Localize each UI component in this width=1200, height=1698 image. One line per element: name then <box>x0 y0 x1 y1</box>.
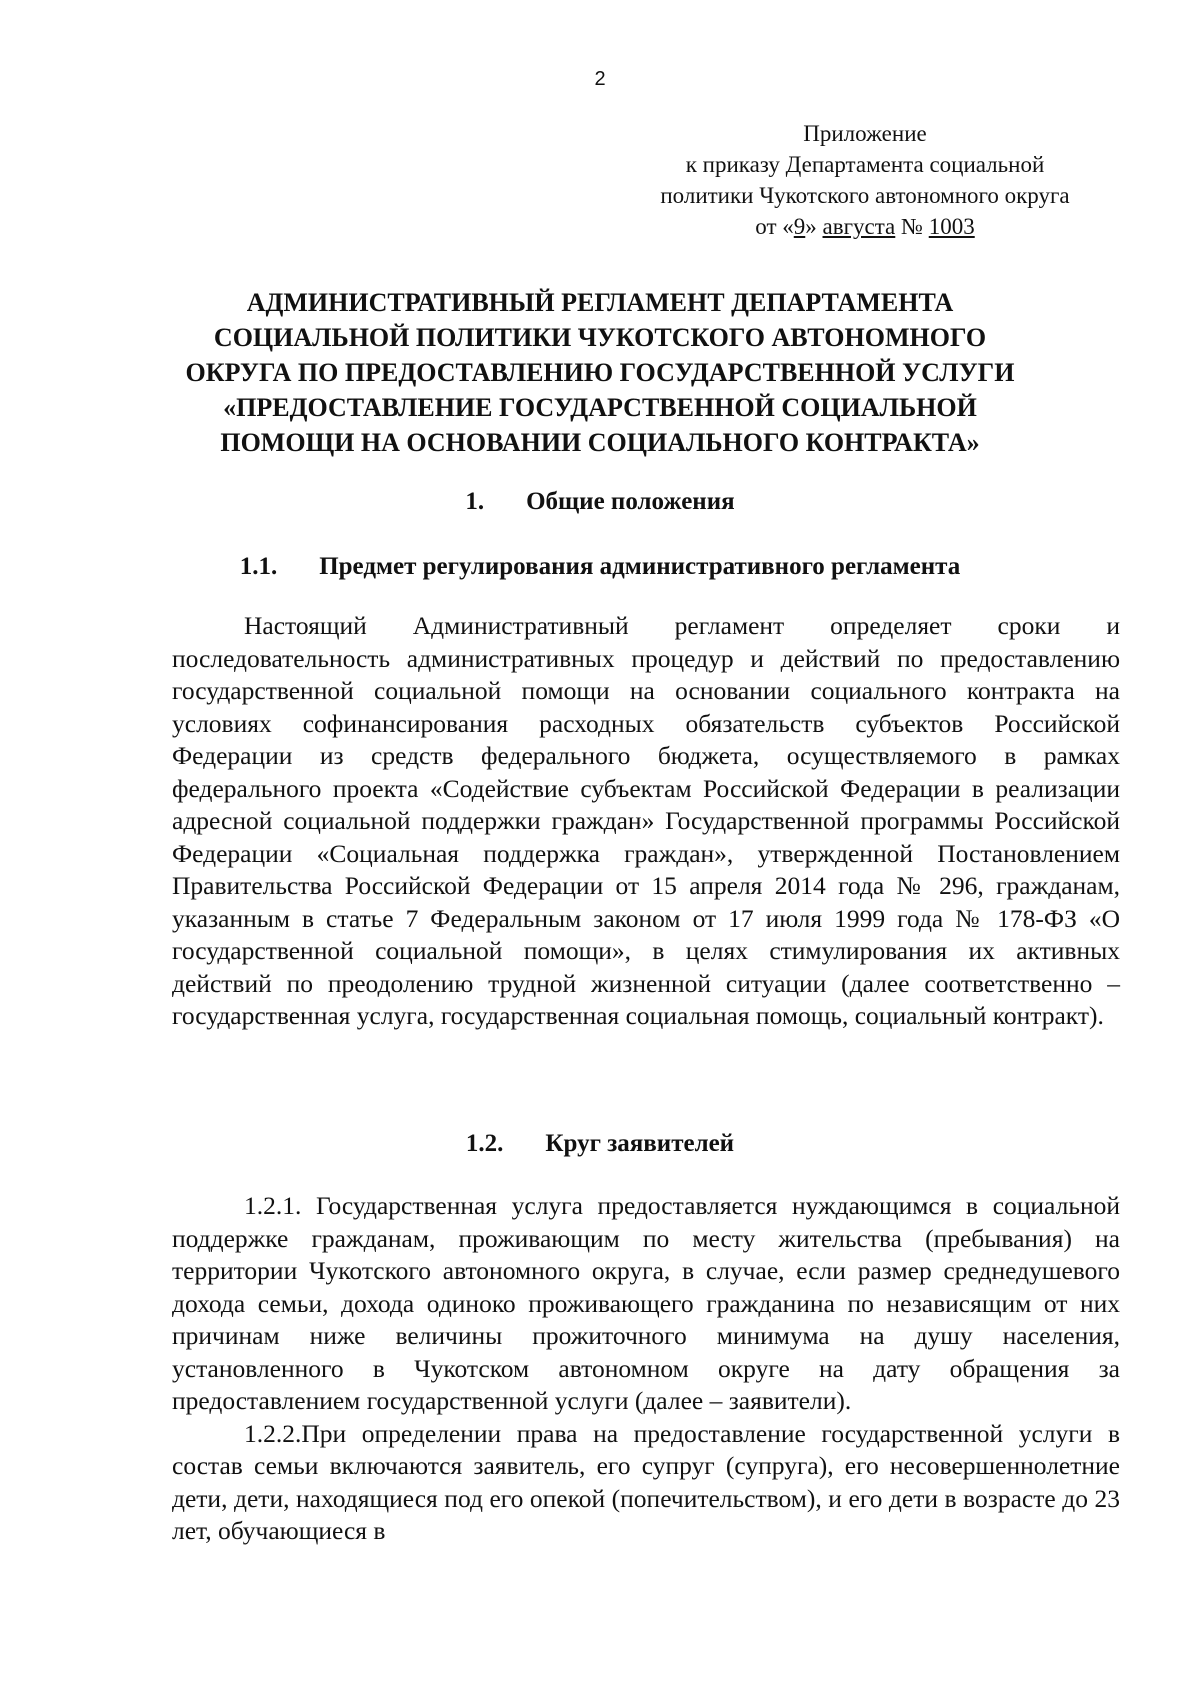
section-1-title: Общие положения <box>526 488 735 515</box>
appendix-order-line: к приказу Департамента социальной <box>685 152 1045 177</box>
section-1-1-heading <box>0 553 1200 581</box>
date-day: 9 <box>793 214 806 239</box>
order-number: 1003 <box>928 214 975 239</box>
section-1-number: 1. <box>465 488 485 515</box>
number-prefix: № <box>895 214 929 239</box>
date-mid: » <box>805 214 823 239</box>
section-1-1-paragraph: Настоящий Административный регламент определяет сроки и последовательность административных процедур и действий по предоставлению государственной социальной помощи на основании социального контракта на условиях софинансирования расходных обязательств субъектов Российской Федерации из средств федерального бюджета, осуществляемого в рамках федерального проекта «Содействие субъектам Российской Федерации в реализации адресной социальной поддержки граждан» Государственной программы Российской Федерации «Социальная поддержка граждан», утвержденной Постановлением Правительства Российской Федерации от 15 апреля 2014 года № 296, гражданам, указанным в статье 7 Федеральным законом от 17 июля 1999 года № 178-ФЗ «О государственной социальной помощи», в целях стимулирования их активных действий по преодолению трудной жизненной ситуации (далее соответственно – государственная услуга, государственная социальная помощь, социальный контракт). <box>172 611 1120 1030</box>
document-title <box>150 285 1050 460</box>
title-line-3: ОКРУГА ПО ПРЕДОСТАВЛЕНИЮ ГОСУДАРСТВЕННОЙ УСЛУГИ <box>185 358 1015 387</box>
section-1-2-title: Круг заявителей <box>545 1130 735 1157</box>
appendix-block <box>640 118 1090 242</box>
paragraph-1-2-2: 1.2.2.При определении права на предоставление государственной услуги в состав семьи включаются заявитель, его супруг (супруга), его несовершеннолетние дети, дети, находящиеся под его опекой (попечительством), и его дети в возрасте до 23 лет, обучающиеся в <box>172 1418 1120 1545</box>
title-line-2: СОЦИАЛЬНОЙ ПОЛИТИКИ ЧУКОТСКОГО АВТОНОМНОГО <box>213 323 987 352</box>
section-1-1-body <box>172 610 1120 1033</box>
date-prefix: от « <box>755 214 794 239</box>
section-1-1-number: 1.1. <box>239 553 278 580</box>
section-1-2-heading <box>0 1130 1200 1158</box>
title-line-4: «ПРЕДОСТАВЛЕНИЕ ГОСУДАРСТВЕННОЙ СОЦИАЛЬНОЙ <box>223 393 977 422</box>
date-month: августа <box>822 214 896 239</box>
section-1-heading <box>0 488 1200 516</box>
appendix-date-line <box>640 211 1090 242</box>
section-1-1-title: Предмет регулирования административного регламента <box>319 553 961 580</box>
title-line-1: АДМИНИСТРАТИВНЫЙ РЕГЛАМЕНТ ДЕПАРТАМЕНТА <box>246 288 954 317</box>
page-number: 2 <box>594 68 606 90</box>
title-line-5: ПОМОЩИ НА ОСНОВАНИИ СОЦИАЛЬНОГО КОНТРАКТА» <box>220 428 980 457</box>
paragraph-1-2-1: 1.2.1. Государственная услуга предоставляется нуждающимся в социальной поддержке гражданам, проживающим по месту жительства (пребывания) на территории Чукотского автономного округа, в случае, если размер среднедушевого дохода семьи, дохода одиноко проживающего гражданина по независящим от них причинам ниже величины прожиточного минимума на душу населения, установленного в Чукотском автономном округе на дату обращения за предоставлением государственной услуги (далее – заявители). <box>172 1191 1120 1415</box>
section-1-2-number: 1.2. <box>465 1130 504 1157</box>
appendix-department-line: политики Чукотского автономного округа <box>660 183 1070 208</box>
section-1-2-body <box>172 1190 1120 1548</box>
appendix-label: Приложение <box>803 121 927 146</box>
